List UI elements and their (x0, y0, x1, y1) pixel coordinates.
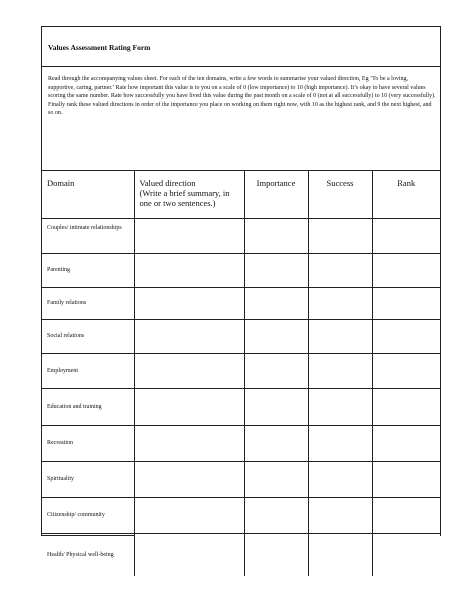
domain-column-header: Domain (42, 171, 134, 218)
domain-label: Citizenship/ community (47, 512, 105, 518)
valued-direction-header-line2: (Write a brief summary, in (139, 188, 230, 198)
domain-label: Employment (47, 367, 78, 374)
importance-input-cell[interactable] (244, 388, 308, 425)
domain-label: Parenting (47, 267, 70, 273)
valued-direction-input-cell[interactable] (134, 497, 244, 533)
success-input-cell[interactable] (308, 319, 372, 353)
importance-input-cell[interactable] (244, 218, 308, 253)
importance-input-cell[interactable] (244, 253, 308, 287)
domain-cell (42, 497, 134, 533)
rank-input-cell[interactable] (372, 497, 440, 533)
importance-input-cell[interactable] (244, 425, 308, 461)
domain-cell (42, 461, 134, 497)
domain-cell (42, 353, 134, 388)
domain-cell (42, 319, 134, 353)
domain-cell (42, 287, 134, 319)
importance-input-cell[interactable] (244, 287, 308, 319)
rating-table (42, 171, 440, 576)
domain-cell (42, 425, 134, 461)
domain-label: Recreation (47, 440, 73, 446)
rank-input-cell[interactable] (372, 425, 440, 461)
valued-direction-input-cell[interactable] (134, 319, 244, 353)
importance-column-header: Importance (244, 171, 308, 218)
success-column-header: Success (308, 171, 372, 218)
valued-direction-input-cell[interactable] (134, 388, 244, 425)
form-title: Values Assessment Rating Form (48, 43, 151, 52)
valued-direction-input-cell[interactable] (134, 353, 244, 388)
domain-cell (42, 253, 134, 287)
success-input-cell[interactable] (308, 388, 372, 425)
domain-label: Spirituality (47, 476, 74, 482)
valued-direction-header-line1: Valued direction (139, 178, 196, 188)
instructions-text: Read through the accompanying values sheet. For each of the ten domains, write a few words to summarise your valued direction, Eg ‘To be a loving, supportive, caring, partner.’ Rate how important this value is to you on a scale of 0 (low importance) to 10 (high importance). It’s okay to have several values scoring the same number. Rate how successfully you have lived this value during the past month on a scale of 0 (not at all successfully) to 10 (very successfully). Finally rank these valued directions in order of the importance you place on working on them right now, with 10 as the highest rank, and 9 the next highest, and so on. (48, 76, 436, 117)
rank-column-header: Rank (372, 171, 440, 218)
table-row (42, 353, 440, 388)
table-row (42, 497, 440, 533)
domain-label: Social relations (47, 333, 85, 339)
table-row (42, 218, 440, 253)
table-row (42, 388, 440, 425)
table-row (42, 461, 440, 497)
success-input-cell[interactable] (308, 218, 372, 253)
form-title-section (42, 27, 440, 67)
instructions-section (42, 67, 440, 171)
rank-input-cell[interactable] (372, 353, 440, 388)
table-row (42, 425, 440, 461)
domain-label: Education and training (47, 403, 102, 410)
valued-direction-column-header (134, 171, 244, 218)
domain-cell (42, 218, 134, 253)
valued-direction-input-cell[interactable] (134, 461, 244, 497)
domain-label: Health/ Physical well-being (47, 551, 114, 558)
rank-input-cell[interactable] (372, 388, 440, 425)
success-input-cell[interactable] (308, 353, 372, 388)
rank-input-cell[interactable] (372, 319, 440, 353)
domain-label: Family relations (47, 300, 87, 306)
importance-input-cell[interactable] (244, 319, 308, 353)
table-header-row (42, 171, 440, 218)
success-input-cell[interactable] (308, 497, 372, 533)
table-row (42, 253, 440, 287)
success-input-cell[interactable] (308, 425, 372, 461)
table-row (42, 319, 440, 353)
rank-input-cell[interactable] (372, 287, 440, 319)
valued-direction-input-cell[interactable] (134, 253, 244, 287)
rank-input-cell[interactable] (372, 253, 440, 287)
rank-input-cell[interactable] (372, 461, 440, 497)
page-bottom-margin (0, 536, 472, 610)
valued-direction-input-cell[interactable] (134, 425, 244, 461)
domain-cell (42, 388, 134, 425)
importance-input-cell[interactable] (244, 461, 308, 497)
table-row (42, 287, 440, 319)
values-assessment-form (41, 26, 441, 558)
valued-direction-input-cell[interactable] (134, 287, 244, 319)
valued-direction-header-line3: one or two sentences.) (139, 198, 216, 208)
domain-label: Couples/ intimate relationships (47, 224, 122, 231)
importance-input-cell[interactable] (244, 353, 308, 388)
valued-direction-input-cell[interactable] (134, 218, 244, 253)
success-input-cell[interactable] (308, 253, 372, 287)
success-input-cell[interactable] (308, 287, 372, 319)
success-input-cell[interactable] (308, 461, 372, 497)
importance-input-cell[interactable] (244, 497, 308, 533)
rank-input-cell[interactable] (372, 218, 440, 253)
